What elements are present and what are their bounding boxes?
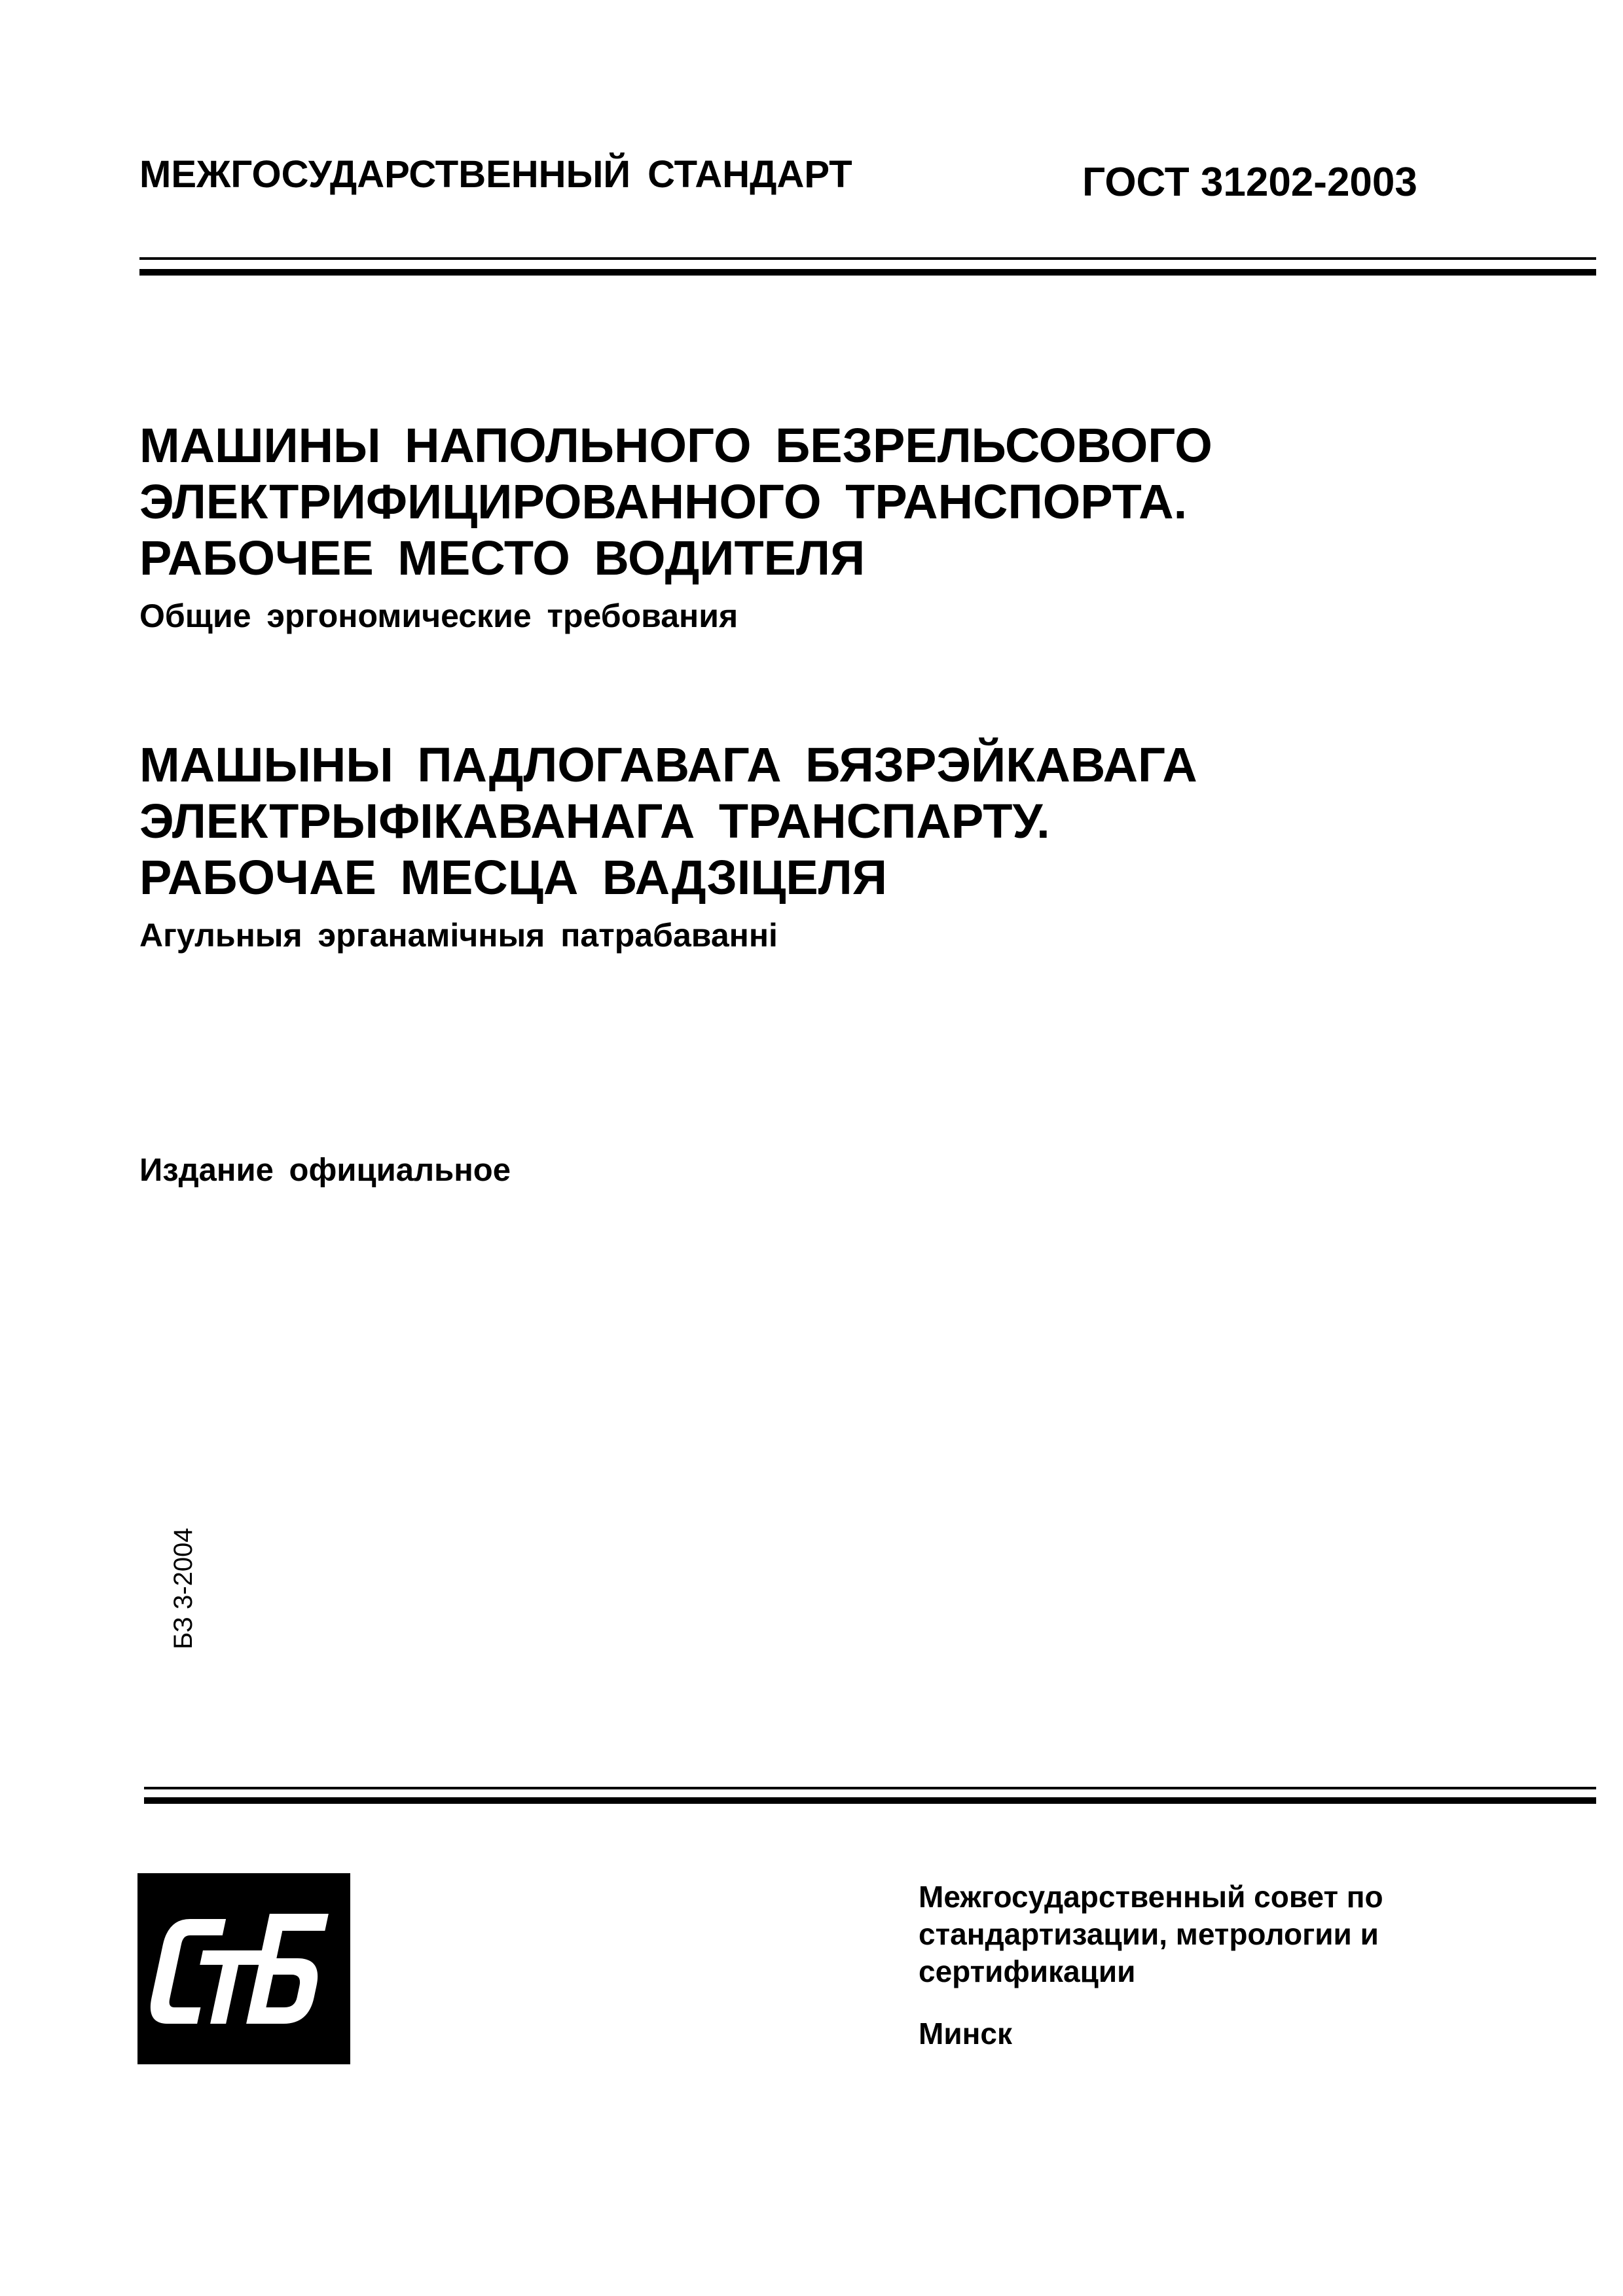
publisher-line-2: стандартизации, метрологии и [919,1917,1379,1951]
publisher [919,1878,1383,1990]
top-rule-thin [139,257,1596,260]
title-ru-line-1: МАШИНЫ НАПОЛЬНОГО БЕЗРЕЛЬСОВОГО [139,418,1213,473]
title-by-line-2: ЭЛЕКТРЫФІКАВАНАГА ТРАНСПАРТУ. [139,794,1050,848]
stb-logo-icon [137,1873,350,2064]
bottom-rule-thin [144,1787,1596,1789]
subtitle-ru: Общие эргономические требования [139,598,739,634]
title-ru [139,418,1514,635]
publisher-line-1: Межгосударственный совет по [919,1880,1383,1914]
bottom-rule-thick [144,1797,1596,1804]
title-ru-line-2: ЭЛЕКТРИФИЦИРОВАННОГО ТРАНСПОРТА. [139,475,1188,529]
publisher-city: Минск [919,2017,1012,2051]
title-ru-line-3: РАБОЧЕЕ МЕСТО ВОДИТЕЛЯ [139,531,866,585]
edition-label: Издание официальное [139,1153,511,1188]
title-by-line-3: РАБОЧАЕ МЕСЦА ВАДЗІЦЕЛЯ [139,850,887,905]
publisher-line-3: сертификации [919,1954,1136,1988]
top-rule-thick [139,269,1596,276]
title-by-line-1: МАШЫНЫ ПАДЛОГАВАГА БЯЗРЭЙКАВАГА [139,738,1197,792]
stb-logo [137,1873,350,2064]
standard-number: ГОСТ 31202-2003 [1082,160,1417,205]
standard-type-label: МЕЖГОСУДАРСТВЕННЫЙ СТАНДАРТ [139,153,852,196]
title-by [139,737,1514,954]
subtitle-by: Агульныя эрганамічныя патрабаванні [139,917,778,954]
side-code: БЗ 3-2004 [169,1528,198,1649]
